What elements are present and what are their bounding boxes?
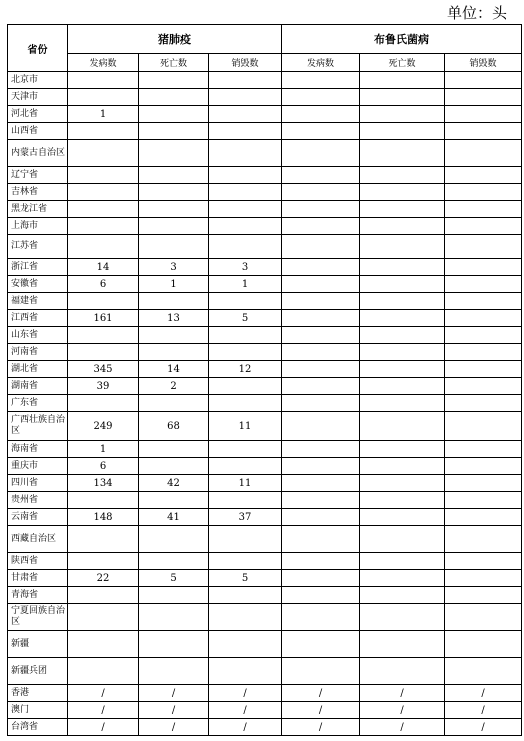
province-name: 湖北省 [8, 361, 68, 378]
table-cell [445, 72, 522, 89]
province-name: 内蒙古自治区 [8, 140, 68, 167]
table-row [8, 553, 522, 570]
table-cell [209, 184, 282, 201]
table-cell [282, 344, 360, 361]
table-cell [445, 526, 522, 553]
col-header: 销毁数 [445, 54, 522, 72]
table-cell [68, 184, 139, 201]
table-cell [68, 658, 139, 685]
table-row [8, 259, 522, 276]
province-name: 安徽省 [8, 276, 68, 293]
table-cell [445, 276, 522, 293]
province-name: 陕西省 [8, 553, 68, 570]
table-cell [445, 106, 522, 123]
province-name: 河北省 [8, 106, 68, 123]
col-header: 销毁数 [209, 54, 282, 72]
table-cell [282, 570, 360, 587]
table-cell [282, 167, 360, 184]
province-name: 湖南省 [8, 378, 68, 395]
table-cell [68, 604, 139, 631]
table-cell: 22 [68, 570, 139, 587]
table-cell [445, 218, 522, 235]
table-cell [445, 475, 522, 492]
province-name: 北京市 [8, 72, 68, 89]
table-cell [360, 184, 445, 201]
table-cell [360, 604, 445, 631]
table-cell [282, 378, 360, 395]
table-row [8, 604, 522, 631]
table-row [8, 106, 522, 123]
table-cell [282, 327, 360, 344]
table-cell [282, 293, 360, 310]
table-row [8, 218, 522, 235]
table-cell [282, 140, 360, 167]
table-cell: 13 [139, 310, 209, 327]
table-cell: 12 [209, 361, 282, 378]
table-row [8, 361, 522, 378]
table-cell [445, 123, 522, 140]
table-cell: 3 [139, 259, 209, 276]
table-cell [282, 658, 360, 685]
table-cell [68, 526, 139, 553]
table-cell [139, 218, 209, 235]
table-row [8, 201, 522, 218]
table-cell: 161 [68, 310, 139, 327]
col-header: 发病数 [282, 54, 360, 72]
table-cell [139, 72, 209, 89]
table-body [8, 72, 522, 736]
table-cell: 11 [209, 475, 282, 492]
table-cell: / [282, 719, 360, 736]
table-cell: 1 [139, 276, 209, 293]
table-cell [360, 492, 445, 509]
group-header-swine-pasteurellosis: 猪肺疫 [68, 25, 282, 54]
table-cell [209, 327, 282, 344]
province-name: 广东省 [8, 395, 68, 412]
table-cell [360, 412, 445, 441]
table-cell [139, 235, 209, 259]
table-cell [139, 441, 209, 458]
table-cell [360, 72, 445, 89]
table-cell [445, 509, 522, 526]
table-cell [209, 458, 282, 475]
table-cell [209, 553, 282, 570]
table-row [8, 235, 522, 259]
table-cell [68, 72, 139, 89]
table-cell [282, 441, 360, 458]
province-name: 香港 [8, 685, 68, 702]
table-cell [282, 201, 360, 218]
table-row [8, 719, 522, 736]
table-cell [139, 201, 209, 218]
table-cell [282, 553, 360, 570]
table-cell: / [282, 685, 360, 702]
table-cell: 2 [139, 378, 209, 395]
province-name: 江苏省 [8, 235, 68, 259]
table-cell: 249 [68, 412, 139, 441]
table-cell [209, 106, 282, 123]
table-cell [68, 201, 139, 218]
group-header-brucellosis: 布鲁氏菌病 [282, 25, 522, 54]
table-cell [139, 167, 209, 184]
table-cell: / [139, 702, 209, 719]
table-cell [282, 259, 360, 276]
table-cell [360, 259, 445, 276]
table-cell [282, 276, 360, 293]
province-name: 四川省 [8, 475, 68, 492]
table-cell [68, 492, 139, 509]
province-name: 云南省 [8, 509, 68, 526]
table-cell [360, 327, 445, 344]
table-cell [209, 89, 282, 106]
table-cell: / [445, 719, 522, 736]
table-cell [282, 604, 360, 631]
table-cell [209, 604, 282, 631]
table-row [8, 458, 522, 475]
table-cell [360, 310, 445, 327]
table-cell [139, 631, 209, 658]
table-cell [209, 526, 282, 553]
table-cell [360, 235, 445, 259]
table-cell: 37 [209, 509, 282, 526]
table-row [8, 441, 522, 458]
table-cell [209, 492, 282, 509]
table-cell: 148 [68, 509, 139, 526]
table-cell: 5 [209, 570, 282, 587]
province-name: 新疆 [8, 631, 68, 658]
table-cell [360, 570, 445, 587]
table-cell [68, 167, 139, 184]
table-cell: / [445, 702, 522, 719]
table-cell [360, 475, 445, 492]
table-cell: / [139, 719, 209, 736]
table-cell [445, 344, 522, 361]
table-cell: 1 [68, 106, 139, 123]
table-row [8, 184, 522, 201]
table-cell [445, 458, 522, 475]
table-cell [445, 378, 522, 395]
table-row [8, 276, 522, 293]
table-cell: 1 [209, 276, 282, 293]
province-name: 浙江省 [8, 259, 68, 276]
table-cell: 14 [68, 259, 139, 276]
table-cell: / [209, 685, 282, 702]
table-cell [209, 201, 282, 218]
table-cell: / [209, 719, 282, 736]
table-cell [445, 631, 522, 658]
table-cell [68, 293, 139, 310]
province-name: 黑龙江省 [8, 201, 68, 218]
table-cell [282, 123, 360, 140]
table-cell [445, 293, 522, 310]
table-cell [139, 492, 209, 509]
table-cell [360, 509, 445, 526]
table-cell: 68 [139, 412, 209, 441]
table-cell [360, 123, 445, 140]
table-cell [445, 361, 522, 378]
table-cell [282, 475, 360, 492]
table-cell [282, 361, 360, 378]
table-cell [282, 492, 360, 509]
table-cell [360, 553, 445, 570]
table-row [8, 395, 522, 412]
province-name: 新疆兵团 [8, 658, 68, 685]
table-cell [360, 344, 445, 361]
table-cell [209, 587, 282, 604]
table-row [8, 509, 522, 526]
table-cell [282, 412, 360, 441]
table-cell [282, 184, 360, 201]
table-cell: 5 [139, 570, 209, 587]
table-cell [209, 218, 282, 235]
table-cell [360, 458, 445, 475]
table-cell: 14 [139, 361, 209, 378]
province-name: 重庆市 [8, 458, 68, 475]
table-cell [360, 441, 445, 458]
table-cell: 3 [209, 259, 282, 276]
table-cell [139, 458, 209, 475]
table-cell: / [360, 702, 445, 719]
table-cell: 42 [139, 475, 209, 492]
unit-label: 单位：头 [446, 4, 507, 22]
table-cell [139, 106, 209, 123]
table-cell [139, 344, 209, 361]
table-cell [139, 89, 209, 106]
table-cell: 6 [68, 276, 139, 293]
table-cell [139, 327, 209, 344]
table-cell [139, 123, 209, 140]
table-cell: 5 [209, 310, 282, 327]
col-header: 死亡数 [360, 54, 445, 72]
table-cell: / [445, 685, 522, 702]
table-cell [445, 658, 522, 685]
table-row [8, 72, 522, 89]
table-cell [445, 587, 522, 604]
table-cell: 6 [68, 458, 139, 475]
province-name: 辽宁省 [8, 167, 68, 184]
table-cell: / [139, 685, 209, 702]
table-cell [282, 458, 360, 475]
table-cell: 11 [209, 412, 282, 441]
table-cell: 41 [139, 509, 209, 526]
table-cell [68, 89, 139, 106]
col-header: 死亡数 [139, 54, 209, 72]
table-cell [360, 276, 445, 293]
table-cell [139, 293, 209, 310]
table-cell [360, 167, 445, 184]
province-name: 上海市 [8, 218, 68, 235]
province-name: 天津市 [8, 89, 68, 106]
table-cell [68, 344, 139, 361]
table-cell [445, 184, 522, 201]
table-cell [282, 509, 360, 526]
table-row [8, 310, 522, 327]
table-cell: 39 [68, 378, 139, 395]
table-row [8, 658, 522, 685]
table-cell [282, 395, 360, 412]
table-cell: 1 [68, 441, 139, 458]
table-row [8, 475, 522, 492]
table-cell: / [360, 685, 445, 702]
table-row [8, 702, 522, 719]
table-cell [445, 441, 522, 458]
table-cell [209, 395, 282, 412]
table-cell [139, 658, 209, 685]
province-name: 宁夏回族自治区 [8, 604, 68, 631]
table-cell [139, 526, 209, 553]
province-name: 海南省 [8, 441, 68, 458]
table-cell [445, 395, 522, 412]
table-row [8, 587, 522, 604]
table-cell [282, 235, 360, 259]
table-cell [282, 106, 360, 123]
table-cell: / [68, 719, 139, 736]
table-cell [209, 293, 282, 310]
table-cell: / [68, 685, 139, 702]
table-cell [139, 395, 209, 412]
table-cell [209, 658, 282, 685]
province-name: 台湾省 [8, 719, 68, 736]
table-cell [445, 201, 522, 218]
table-cell [360, 378, 445, 395]
table-cell [360, 201, 445, 218]
table-cell [209, 72, 282, 89]
province-name: 江西省 [8, 310, 68, 327]
table-cell [360, 293, 445, 310]
table-cell [360, 395, 445, 412]
table-cell [445, 89, 522, 106]
table-cell [360, 106, 445, 123]
table-cell [282, 218, 360, 235]
table-cell [360, 658, 445, 685]
province-name: 甘肃省 [8, 570, 68, 587]
table-row [8, 685, 522, 702]
table-cell [360, 526, 445, 553]
table-cell: 134 [68, 475, 139, 492]
table-cell [445, 310, 522, 327]
table-cell [282, 89, 360, 106]
table-cell [209, 441, 282, 458]
table-cell [68, 631, 139, 658]
province-name: 山东省 [8, 327, 68, 344]
table-row [8, 631, 522, 658]
table-cell [68, 587, 139, 604]
table-cell [209, 140, 282, 167]
table-cell [445, 492, 522, 509]
table-cell [68, 140, 139, 167]
table-cell [360, 218, 445, 235]
province-name: 贵州省 [8, 492, 68, 509]
province-name: 河南省 [8, 344, 68, 361]
table-cell [68, 218, 139, 235]
table-cell [209, 167, 282, 184]
col-header: 发病数 [68, 54, 139, 72]
table-cell [360, 140, 445, 167]
table-cell [68, 235, 139, 259]
province-name: 福建省 [8, 293, 68, 310]
table-cell: 345 [68, 361, 139, 378]
table-row [8, 167, 522, 184]
table-cell: / [360, 719, 445, 736]
table-cell [139, 140, 209, 167]
table-cell [282, 631, 360, 658]
table-cell [360, 361, 445, 378]
table-cell [209, 378, 282, 395]
table-cell [282, 72, 360, 89]
province-name: 澳门 [8, 702, 68, 719]
table-cell [445, 570, 522, 587]
table-cell [139, 604, 209, 631]
table-cell [360, 89, 445, 106]
epidemic-table [7, 24, 522, 736]
table-cell [68, 327, 139, 344]
table-cell [139, 184, 209, 201]
table-cell [139, 587, 209, 604]
table-cell [445, 259, 522, 276]
table-cell [445, 235, 522, 259]
table-row [8, 89, 522, 106]
table-cell [282, 526, 360, 553]
table-cell [360, 631, 445, 658]
table-row [8, 492, 522, 509]
province-name: 广西壮族自治区 [8, 412, 68, 441]
table-cell [209, 235, 282, 259]
table-row [8, 570, 522, 587]
province-name: 青海省 [8, 587, 68, 604]
table-cell [445, 327, 522, 344]
table-cell [68, 395, 139, 412]
table-cell [209, 123, 282, 140]
province-name: 山西省 [8, 123, 68, 140]
table-row [8, 123, 522, 140]
table-cell [68, 553, 139, 570]
table-cell [209, 631, 282, 658]
province-name: 西藏自治区 [8, 526, 68, 553]
table-row [8, 293, 522, 310]
table-cell [68, 123, 139, 140]
province-name: 吉林省 [8, 184, 68, 201]
table-cell [445, 140, 522, 167]
table-cell [209, 344, 282, 361]
table-cell [445, 412, 522, 441]
table-cell: / [282, 702, 360, 719]
table-cell [282, 587, 360, 604]
table-cell [445, 553, 522, 570]
province-header: 省份 [8, 25, 68, 72]
table-cell [445, 167, 522, 184]
table-row [8, 378, 522, 395]
table-cell: / [68, 702, 139, 719]
table-cell [445, 604, 522, 631]
table-cell [139, 553, 209, 570]
table-cell [360, 587, 445, 604]
table-row [8, 344, 522, 361]
table-row [8, 140, 522, 167]
table-row [8, 327, 522, 344]
table-cell: / [209, 702, 282, 719]
table-row [8, 526, 522, 553]
table-cell [282, 310, 360, 327]
table-row [8, 412, 522, 441]
